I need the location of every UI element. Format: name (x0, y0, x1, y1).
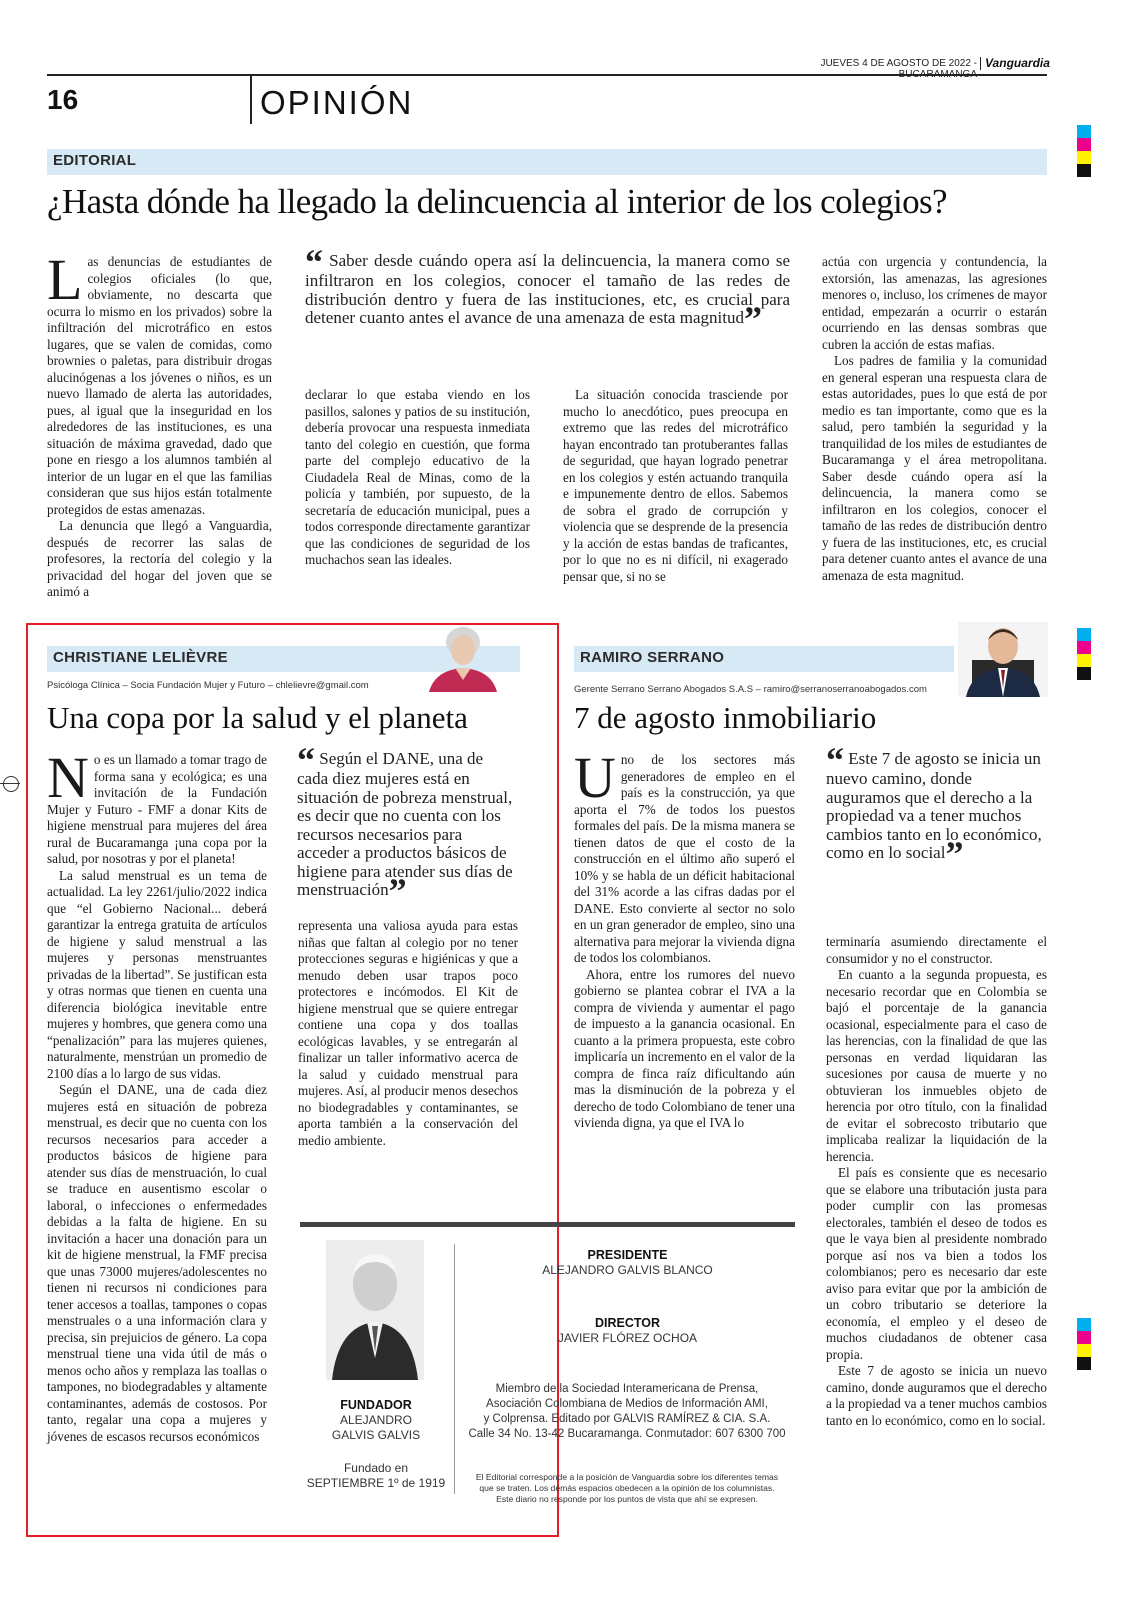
editorial-label-bar (47, 149, 1047, 175)
left-column-2: representa una valiosa ayuda para estas niñas que faltan al colegio por no tener protecciones seguras e higiénicas y que a menudo deben usar trapos poco protectores e incómodos. El Kit de higiene menstrual que se quiere entregar contiene una copa y dos toallas ecológicas lavables, y se entregarán al finalizar un taller informativo acerca de la salud y cuidado menstrual para mujeres. Así, al producir menos desechos no biodegradables y contaminantes, se aporta también a la conservación del medio ambiente. (298, 918, 518, 1148)
fundado-en: Fundado en (343, 1461, 409, 1475)
right-author-name: RAMIRO SERRANO (580, 649, 725, 666)
left-dropcap: N (47, 745, 89, 810)
right-column-2: terminaría asumiendo directamente el consumidor y no el constructor. En cuanto a la segunda propuesta, es necesario recordar que en Colombia se bajó el porcentaje de la ganancia ocasional, especialmente para el caso de las herencias, con la finalidad de que las personas en verdad liquidaran las sucesiones por causa de muerte y no obtuvieran los inmuebles objeto de herencia por otro título, con la finalidad de evitar el sobrecosto tributario que implicaba realizar la liquidación de la herencia. El país es consiente que es necesario que se elabore una tributación justa para poder cumplir con las promesas electorales, también el deseo de todos es que le vaya bien al presidente nombrado porque así nos va bien a todos los colombianos; pero es necesario dar este aviso para evitar que por la ambición de un cobro tributario se deteriore la economía, el empleo y el deseo de muchos ciudadanos de obtener casa propia. Este 7 de agosto se inicia un nuevo camino, donde auguramos que el derecho a la propiedad va a tener muchos cambios tanto en lo económico, como en lo social. (826, 934, 1047, 1428)
membership-block: Miembro de la Sociedad Interamericana de Prensa, Asociación Colombiana de Medios de Información AMI, y Colprensa. Editado por GALVIS RAMÍREZ & CIA. S.A. Calle 34 No. 13-42 Bucaramanga. Conmutador: 607 6300 700 (468, 1383, 786, 1440)
disclaimer-block: El Editorial corresponde a la posición de Vanguardia sobre los diferentes temas que se traten. Los demás espacios obedecen a la opinión de los columnistas. Este diario no responde por los puntos de vista que ahí se expresen. (475, 1472, 779, 1504)
header-rule (47, 74, 1047, 76)
fundador-block (306, 1398, 446, 1491)
crop-mark-icon (3, 776, 19, 792)
presidente-block (520, 1248, 735, 1278)
fundador-name-1: ALEJANDRO (339, 1413, 413, 1427)
left-author-portrait (425, 620, 501, 692)
fundado-fecha: SEPTIEMBRE 1º de 1919 (306, 1476, 446, 1490)
credits-rule (300, 1222, 795, 1227)
fundador-name-2: GALVIS GALVIS (331, 1428, 421, 1442)
color-registration-top (1077, 125, 1091, 177)
right-pullquote: “ Este 7 de agosto se inicia un nuevo camino, donde auguramos que el derecho a la propiedad va a tener muchos cambios tanto en lo económico, como en lo social” (826, 740, 1042, 874)
left-headline: Una copa por la salud y el planeta (47, 700, 468, 735)
fundador-title: FUNDADOR (340, 1398, 412, 1412)
right-column-1: Uno de los sectores más generadores de empleo en el país es la construcción, ya que aporta el 7% de todos los puestos formales del país. De la misma manera se tienen datos de que el costo de la construcción en el último año superó el 10% y se habla de un déficit habitacional del 31% acorde a las cifras dadas por el DANE. Esto convierte al sector no solo en un gran generador de empleo, sino una alternativa para mejorar la vivienda digna de todos los colombianos. Ahora, entre los rumores del nuevo gobierno se plantea cobrar el IVA a la compra de vivienda y aumentar el pago de impuesto a la ganancia ocasional. En cuanto a la primera propuesta, este cobro implicaría un incremento en el valor de la compra de finca raíz dificultando aún mas la disminución de la pobreza y el derecho de todo Colombiano de tener una vivienda digna, ya que el IVA lo (574, 745, 795, 1130)
dateline-separator (980, 57, 981, 70)
credits-divider (454, 1244, 455, 1494)
editorial-label: EDITORIAL (53, 152, 137, 169)
crop-mark-h (0, 783, 20, 784)
right-author-portrait (958, 622, 1048, 697)
right-author-bar (574, 646, 954, 672)
presidente-title: PRESIDENTE (587, 1248, 668, 1262)
director-block (520, 1316, 735, 1346)
color-registration-bottom (1077, 1318, 1091, 1370)
editorial-column-2: declarar lo que estaba viendo en los pasillos, salones y patios de su institución, debería provocar una respuesta inmediata tanto del colegio en cuestión, que forma parte del complejo educativo de la Ciudadela Real de Minas, como de la policía y también, por supuesto, de la secretaría de educación municipal, pues a todos corresponde directamente garantizar que las condiciones de seguridad de los muchachos sean las ideales. (305, 387, 530, 567)
presidente-name: ALEJANDRO GALVIS BLANCO (542, 1263, 713, 1277)
editorial-column-4: actúa con urgencia y contundencia, la extorsión, las amenazas, las agresiones menores o, incluso, los crímenes de mayor entidad, empezarán a ocurrir o estarán ocurriendo en las densas sombras que cubren la acción de estas mafias. Los padres de familia y la comunidad en general esperan una respuesta clara de estas autoridades, pues lo que está de por medio es tan importante, como que es la salud, pero también la seguridad y la tranquilidad de los miles de estudiantes de Bucaramanga y el área metropolitana. Saber desde cuándo opera así la delincuencia, la manera como se infiltraron en los colegios, conocer el tamaño de las redes de distribución dentro y fuera de las instituciones, etc, es crucial para detener cuanto antes el avance de una amenaza de esta magnitud. (822, 254, 1047, 583)
section-divider (250, 76, 252, 124)
right-headline: 7 de agosto inmobiliario (574, 700, 877, 735)
section-title: OPINIÓN (260, 84, 414, 121)
left-column-1: No es un llamado a tomar trago de forma sana y ecológica; es una invitación de la Fundación Mujer y Futuro - FMF a donar Kits de higiene menstrual para mujeres del área rural de Bucaramanga ¡una copa por la salud, por nosotras y por el planeta! La salud menstrual es un tema de actualidad. La ley 2261/julio/2022 indica que “el Gobierno Nacional... deberá garantizar la entrega gratuita de artículos de higiene y salud menstrual a las mujeres y personas menstruantes privadas de la libertad”. Se justifican esta y otras normas que tienen en cuenta una diferencia biológica inevitable entre mujeres y hombres, que genera como una “penalización” para las mujeres quienes, naturalmente, menstrúan un promedio de 2100 días a lo largo de sus vidas. Según el DANE, una de cada diez mujeres está en situación de pobreza menstrual, es decir que no cuenta con los recursos necesarios para acceder a productos básicos de higiene para atender sus días de menstruación, lo cual se traduce en ausentismo escolar o laboral, o infecciones o enfermedades debidas a la falta de higiene. En su invitación a hacer una donación para un kit de higiene menstrual, la FMF precisa que unas 73000 mujeres/adolescentes no tienen ni recursos ni condiciones para tener accesos a toallas, tampones o copas menstruales o a una información clara y precisa, sin prejuicios de género. La copa menstrual tiene una vida útil de más o menos ocho años y remplaza las toallas o tampones, no biodegradables y altamente contaminantes, además de costosos. Por tanto, regalar una copa a mujeres y jóvenes de escasos recursos económicos (47, 745, 267, 1444)
director-name: JAVIER FLÓREZ OCHOA (557, 1331, 698, 1345)
left-author-name: CHRISTIANE LELIÈVRE (53, 649, 228, 666)
director-title: DIRECTOR (594, 1316, 661, 1330)
color-registration-middle (1077, 628, 1091, 680)
left-author-tagline: Psicóloga Clínica – Socia Fundación Mujer y Futuro – chlelievre@gmail.com (47, 680, 369, 691)
dateline: JUEVES 4 DE AGOSTO DE 2022 - (820, 58, 977, 69)
masthead-logo: Vanguardia (985, 56, 1050, 70)
editorial-column-1: Las denuncias de estudiantes de colegios oficiales (lo que, obviamente, no descarta que ocurra lo mismo en los privados) sobre la infiltración del microtráfico en estos lugares, que se valen de comidas, como brownies o paletas, para distribuir drogas alucinógenas a los jóvenes o niños, es un nuevo llamado de alerta las autoridades, pues, al igual que la inseguridad en los alrededores de las instituciones, es una situación de máxima gravedad, dado que pone en riesgo a los alumnos también al interior de un lugar en el que las familias consideran que sus hijos están totalmente protegidos de estas amenazas. La denuncia que llegó a Vanguardia, después de recorrer las salas de profesores, la rectoría del colegio y la privacidad del hogar del joven que se animó a (47, 247, 272, 599)
founder-portrait (326, 1240, 424, 1380)
editorial-headline: ¿Hasta dónde ha llegado la delincuencia al interior de los colegios? (47, 182, 947, 221)
right-dropcap: U (574, 745, 616, 810)
right-author-tagline: Gerente Serrano Serrano Abogados S.A.S – ramiro@serranoserranoabogados.com (574, 684, 927, 695)
editorial-pullquote: “ Saber desde cuándo opera así la delincuencia, la manera como se infiltraron en los colegios, conocer el tamaño de las redes de distribución dentro y fuera de las instituciones, etc, es crucial para detener cuanto antes el avance de una amenaza de esta magnitud” (305, 242, 791, 339)
editorial-dropcap: L (47, 247, 83, 312)
editorial-column-3: La situación conocida trasciende por mucho lo anecdótico, pues preocupa en extremo que las redes del microtráfico hayan encontrado tan protuberantes fallas de seguridad, que hayan logrado penetrar en los colegios y estén actuando tranquila e impunemente dentro de ellos. Sabemos de sobra el grado de corrupción y violencia que se desprende de la presencia y la acción de estas bandas de traficantes, por lo que no es ni difícil, ni exagerado pensar que, si no se (563, 387, 788, 584)
page-number: 16 (47, 84, 79, 115)
left-pullquote: “ Según el DANE, una de cada diez mujeres está en situación de pobreza menstrual, es decir que no cuenta con los recursos necesarios para acceder a productos básicos de higiene para atender sus días de menstruación” (297, 740, 513, 911)
